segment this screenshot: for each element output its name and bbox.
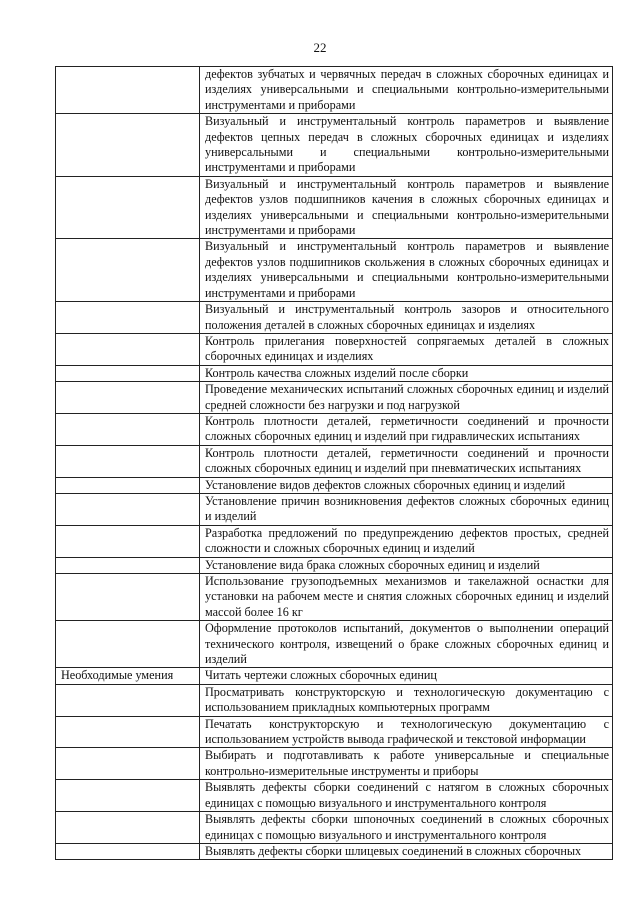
section-label-cell	[56, 302, 200, 334]
requirement-text: Контроль качества сложных изделий после сборки	[200, 365, 613, 381]
requirement-text: дефектов зубчатых и червячных передач в сложных сборочных единицах и изделиях универсальными и специальными контрольно-измерительными инструментами и приборами	[200, 67, 613, 114]
requirement-text: Визуальный и инструментальный контроль параметров и выявление дефектов узлов подшипников скольжения в сложных сборочных единицах и изделиях универсальными и специальными контрольно-измерительными инструментами и приборами	[200, 239, 613, 302]
table-row	[56, 445, 613, 477]
requirement-text: Контроль плотности деталей, герметичности соединений и прочности сложных сборочных единиц и изделий при пневматических испытаниях	[200, 445, 613, 477]
requirement-text: Установление вида брака сложных сборочных единиц и изделий	[200, 557, 613, 573]
requirement-text: Выявлять дефекты сборки соединений с натягом в сложных сборочных единицах с помощью визуального и инструментального контроля	[200, 780, 613, 812]
table-row	[56, 557, 613, 573]
table-row	[56, 716, 613, 748]
section-label-cell	[56, 493, 200, 525]
table-row	[56, 333, 613, 365]
section-label-cell	[56, 67, 200, 114]
table-row	[56, 239, 613, 302]
table-row	[56, 843, 613, 859]
requirement-text: Выбирать и подготавливать к работе универсальные и специальные контрольно-измерительные инструменты и приборы	[200, 748, 613, 780]
section-label-cell	[56, 239, 200, 302]
table-row	[56, 477, 613, 493]
requirement-text: Установление причин возникновения дефектов сложных сборочных единиц и изделий	[200, 493, 613, 525]
requirement-text: Оформление протоколов испытаний, документов о выполнении операций технического контроля, извещений о браке сложных сборочных единиц и изделий	[200, 621, 613, 668]
requirement-text: Выявлять дефекты сборки шпоночных соединений в сложных сборочных единицах с помощью визуального и инструментального контроля	[200, 812, 613, 844]
requirement-text: Установление видов дефектов сложных сборочных единиц и изделий	[200, 477, 613, 493]
table-row	[56, 302, 613, 334]
section-label-cell: Необходимые умения	[56, 668, 200, 684]
section-label-cell	[56, 477, 200, 493]
requirement-text: Визуальный и инструментальный контроль параметров и выявление дефектов узлов подшипников качения в сложных сборочных единицах и изделиях универсальными и специальными контрольно-измерительными инструментами и приборами	[200, 176, 613, 239]
requirements-table	[55, 66, 613, 860]
table-row	[56, 574, 613, 621]
table-row	[56, 668, 613, 684]
section-label-cell	[56, 176, 200, 239]
requirement-text: Разработка предложений по предупреждению дефектов простых, средней сложности и сложных сборочных единиц и изделий	[200, 525, 613, 557]
section-label-cell	[56, 557, 200, 573]
section-label-cell	[56, 445, 200, 477]
requirement-text: Печатать конструкторскую и технологическую документацию с использованием устройств вывода графической и текстовой информации	[200, 716, 613, 748]
section-label-cell	[56, 684, 200, 716]
section-label-cell	[56, 843, 200, 859]
section-label-cell	[56, 114, 200, 177]
table-row	[56, 748, 613, 780]
requirement-text: Просматривать конструкторскую и технологическую документацию с использованием прикладных компьютерных программ	[200, 684, 613, 716]
section-label-cell	[56, 748, 200, 780]
table-row	[56, 114, 613, 177]
table-row	[56, 621, 613, 668]
table-row	[56, 176, 613, 239]
requirement-text: Читать чертежи сложных сборочных единиц	[200, 668, 613, 684]
section-label-cell	[56, 382, 200, 414]
section-label-cell	[56, 333, 200, 365]
section-label-cell	[56, 812, 200, 844]
table-row	[56, 812, 613, 844]
table-row	[56, 67, 613, 114]
table-row	[56, 365, 613, 381]
table-row	[56, 493, 613, 525]
table-row	[56, 525, 613, 557]
page-number: 22	[313, 40, 327, 55]
requirement-text: Контроль прилегания поверхностей сопрягаемых деталей в сложных сборочных единицах и изделиях	[200, 333, 613, 365]
section-label-cell	[56, 716, 200, 748]
table-row	[56, 780, 613, 812]
table-row	[56, 413, 613, 445]
requirement-text: Визуальный и инструментальный контроль зазоров и относительного положения деталей в сложных сборочных единицах и изделиях	[200, 302, 613, 334]
section-label-cell	[56, 574, 200, 621]
requirement-text: Использование грузоподъемных механизмов и такелажной оснастки для установки на рабочем месте и снятия сложных сборочных единиц и изделий массой более 16 кг	[200, 574, 613, 621]
table-row	[56, 684, 613, 716]
section-label-cell	[56, 413, 200, 445]
requirement-text: Выявлять дефекты сборки шлицевых соединений в сложных сборочных	[200, 843, 613, 859]
table-row	[56, 382, 613, 414]
requirement-text: Контроль плотности деталей, герметичности соединений и прочности сложных сборочных единиц и изделий при гидравлических испытаниях	[200, 413, 613, 445]
requirement-text: Визуальный и инструментальный контроль параметров и выявление дефектов цепных передач в сложных сборочных единицах и изделиях универсальными и специальными контрольно-измерительными инструментами и приборами	[200, 114, 613, 177]
section-label-cell	[56, 525, 200, 557]
section-label-cell	[56, 780, 200, 812]
requirement-text: Проведение механических испытаний сложных сборочных единиц и изделий средней сложности без нагрузки и под нагрузкой	[200, 382, 613, 414]
section-label-cell	[56, 365, 200, 381]
section-label-cell	[56, 621, 200, 668]
